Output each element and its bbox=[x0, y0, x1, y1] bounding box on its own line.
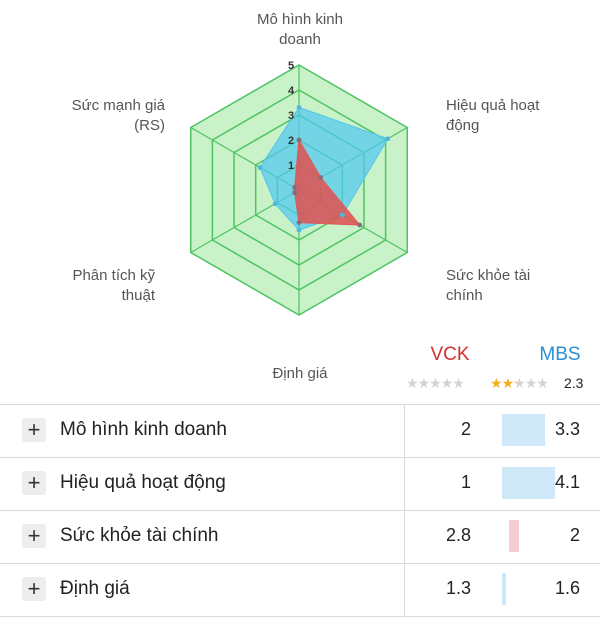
star-icon: ★ bbox=[452, 375, 464, 391]
axis-label-financial-health bbox=[446, 266, 576, 306]
series-point-mbs bbox=[273, 201, 278, 206]
star-icon: ★ bbox=[417, 375, 430, 391]
axis-label-line: Phân tích kỹ bbox=[72, 267, 155, 284]
axis-label-line: Mô hình kinh bbox=[257, 11, 343, 28]
star-icon: ★ bbox=[429, 375, 441, 391]
axis-label-business-model bbox=[230, 10, 370, 50]
radar-tick-label: 3 bbox=[288, 110, 295, 122]
series-point-mbs bbox=[297, 228, 302, 233]
star-icon: ★ bbox=[406, 375, 418, 391]
series-point-mbs bbox=[340, 213, 345, 218]
criterion-label: Định giá bbox=[60, 578, 130, 599]
stock-b-label[interactable]: MBS bbox=[539, 344, 581, 365]
expand-plus-icon[interactable]: + bbox=[22, 577, 46, 601]
series-point-vck bbox=[297, 138, 302, 143]
stock-b-star-rating bbox=[490, 374, 548, 392]
axis-label-valuation bbox=[230, 364, 370, 384]
comparison-bar bbox=[502, 573, 506, 605]
series-point-vck bbox=[357, 223, 362, 228]
criterion-label: Hiệu quả hoạt động bbox=[60, 472, 226, 493]
star-icon: ★ bbox=[513, 375, 525, 391]
axis-label-line: động bbox=[446, 117, 480, 134]
stock-a-score: 2 bbox=[460, 419, 471, 439]
criterion-label: Sức khỏe tài chính bbox=[60, 525, 219, 546]
star-icon: ★ bbox=[440, 375, 453, 391]
stock-a-score: 1.3 bbox=[445, 578, 471, 598]
axis-label-line: doanh bbox=[279, 31, 321, 48]
axis-label-line: Hiệu quả hoạt bbox=[446, 97, 540, 114]
table-row bbox=[0, 564, 600, 617]
stock-b-score: 2 bbox=[569, 525, 580, 545]
stock-a-score: 1 bbox=[460, 472, 471, 492]
star-icon: ★ bbox=[524, 375, 537, 391]
comparison-bar bbox=[509, 520, 519, 552]
radar-tick-label: 5 bbox=[288, 60, 295, 72]
expand-plus-icon[interactable]: + bbox=[22, 524, 46, 548]
stock-b-score: 3.3 bbox=[554, 419, 580, 439]
table-row bbox=[0, 458, 600, 511]
series-point-vck bbox=[292, 190, 297, 195]
axis-label-relative-strength bbox=[30, 96, 165, 136]
series-point-vck bbox=[292, 185, 297, 190]
star-icon: ★ bbox=[536, 375, 548, 391]
series-point-mbs bbox=[385, 136, 390, 141]
series-point-mbs bbox=[297, 105, 302, 110]
expand-plus-icon[interactable]: + bbox=[22, 418, 46, 442]
axis-label-line: chính bbox=[446, 287, 483, 304]
star-icon: ★ bbox=[490, 375, 502, 391]
radar-tick-label: 1 bbox=[288, 160, 295, 172]
series-point-vck bbox=[318, 175, 323, 180]
criterion-label: Mô hình kinh doanh bbox=[60, 419, 227, 440]
table-row bbox=[0, 404, 600, 458]
star-icon: ★ bbox=[501, 375, 514, 391]
criteria-table bbox=[0, 404, 600, 617]
stock-a-score: 2.8 bbox=[445, 525, 471, 545]
axis-label-operating-efficiency bbox=[446, 96, 576, 136]
axis-label-line: Định giá bbox=[272, 365, 328, 382]
table-row bbox=[0, 511, 600, 564]
axis-label-line: (RS) bbox=[134, 117, 165, 134]
stock-b-score: 4.1 bbox=[554, 472, 580, 492]
axis-label-line: Sức mạnh giá bbox=[71, 97, 165, 114]
comparison-bar bbox=[502, 414, 545, 446]
stock-a-label[interactable]: VCK bbox=[430, 344, 470, 365]
axis-label-line: thuật bbox=[121, 287, 155, 304]
stock-b-rating-value: 2.3 bbox=[564, 375, 584, 391]
stock-a-star-rating bbox=[406, 374, 464, 392]
axis-label-technical-analysis bbox=[30, 266, 155, 306]
axis-label-line: Sức khỏe tài bbox=[446, 267, 531, 284]
series-point-mbs bbox=[258, 165, 263, 170]
expand-plus-icon[interactable]: + bbox=[22, 471, 46, 495]
radar-tick-label: 2 bbox=[288, 135, 295, 147]
series-point-vck bbox=[297, 220, 302, 225]
radar-tick-label: 4 bbox=[288, 85, 295, 97]
stock-b-score: 1.6 bbox=[554, 578, 580, 598]
